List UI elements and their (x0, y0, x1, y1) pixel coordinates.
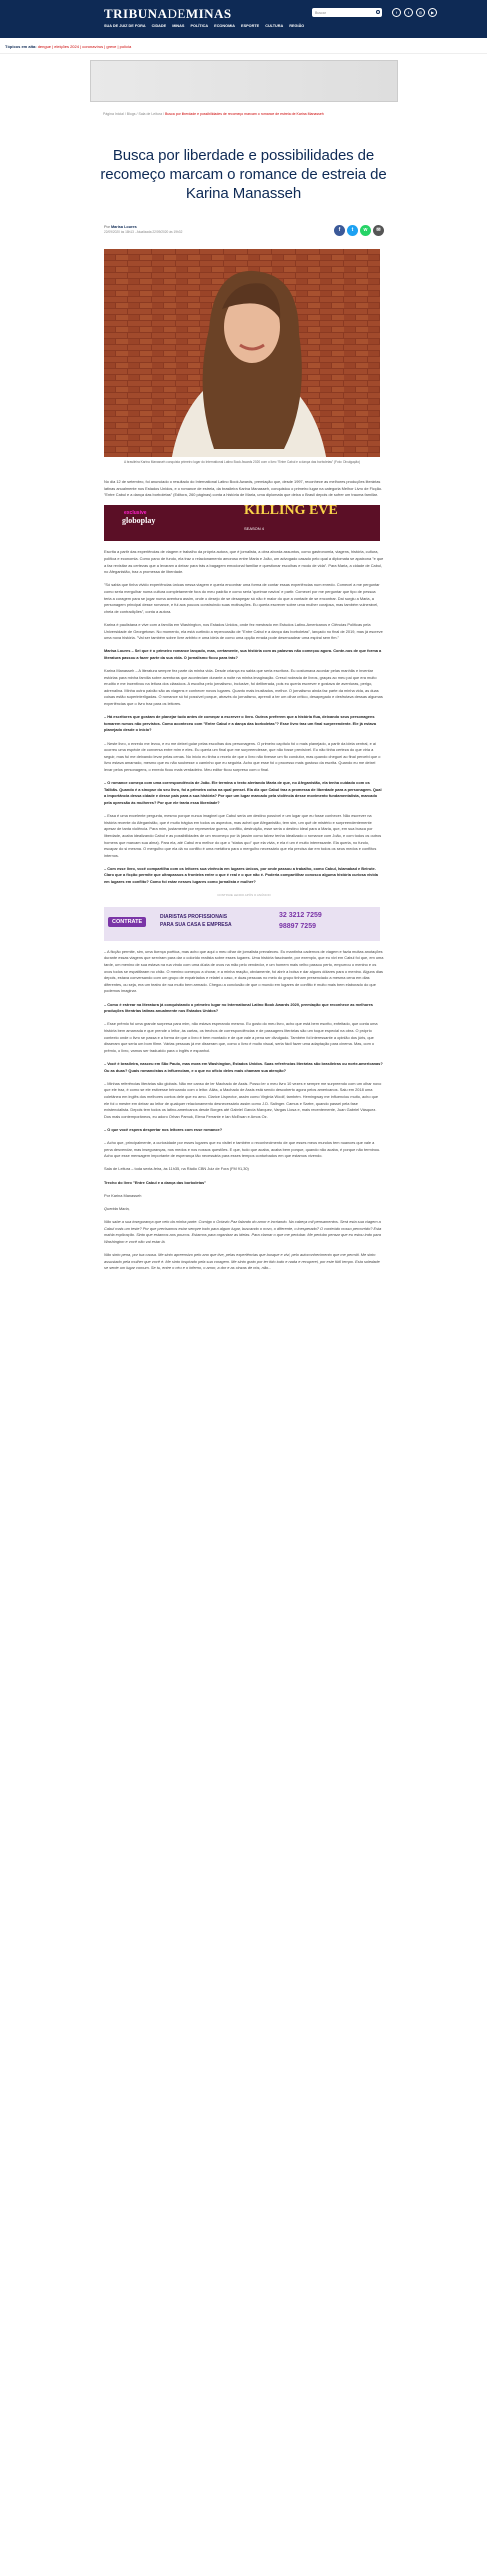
share-whatsapp-icon[interactable]: w (360, 225, 371, 236)
ad-text: 98897 7259 (279, 922, 316, 930)
inline-ad-diaristas[interactable] (104, 907, 380, 941)
interview-question: – Com esse livro, você compartilha com os leitores sua vivência em lugares únicos, por onde passou a trabalho, como Cabul, Islamabad e Beirute. Claro que a ficção permite que ultrapassos a fronteira entre o que é real e o que não é. Poderia compartilhar conosco alguma história curiosa vivida em lugares em conflito? Como foi estar nesses lugares como jornalista e mulher? (104, 865, 378, 885)
article-title: Busca por liberdade e possibilidades de recomeço marcam o romance de estreia de Karina Manasseh (100, 147, 387, 202)
interview-question: – O romance começa com uma correspondência de João. Ele termina o texto alertando Maria de que, no Afeganistão, ela tenha cuidado com os Talibãs. Quando é a sinopse do seu livro, foi a primeira coisa na qual pensei. Ela diz que Cabul traz a promessa de liberdade para a personagem. Qual a importância dessa cidade e desse país para a sua história? Por que um lugar marcado pela violência desse movimento fundamentalista, marcado pela opressão às mulheres? Por que ele traria essa liberdade? (104, 780, 382, 805)
trending-topics (0, 38, 487, 54)
article-body (104, 479, 384, 1272)
breadcrumb-sep: / (124, 112, 126, 116)
nav-item[interactable]: CULTURA (265, 24, 284, 28)
byline: Por Marisa Loures (104, 225, 137, 229)
nav-item[interactable]: ESPORTE (241, 24, 260, 28)
interview-question: Trecho do livro "Entre Cabul e a dança das borboletas" (104, 1179, 207, 1185)
ad-text: PARA SUA CASA E EMPRESA (160, 921, 232, 928)
interview-question: – Você é brasileira, nasceu em São Paulo, mas mora em Washington, Estados Unidos. Suas referências literárias são brasileiras ou norte-americanas? Ou as duas? Quais romancistas a influenciam, e o que no ofício deles mais chamam sua atenção? (104, 1060, 383, 1073)
ad-text: 32 3212 7259 (279, 911, 322, 919)
share-twitter-icon[interactable]: t (347, 225, 358, 236)
article-paragraph: No dia 12 de setembro, foi anunciado o resultado do International Latino Book Awards, premiação que, desde 1997, reconhece as melhores produções literárias latinas anualmente nos Estados Unidos, e o romance de estreia, da brasileira Karina Manasseh, conquistou o primeiro lugar na categoria Melhor Livro de Ficção. "Entre Cabul e a dança das borboletas" (Editora, 260 páginas) conta a história de Maria, uma diplomata que deixa o Brasil depois de sofrer um trauma familiar. (104, 479, 383, 498)
search-icon[interactable] (376, 10, 380, 14)
article-paragraph: Karina Manasseh – A literatura sempre fez parte da minha vida. Desde criança eu sabia que seria escritora. Eu costumava acordar pelas manhãs e inventar estórias para minha família sobre aventuras que aconteciam durante a noite na minha imaginação. Cresci rodeada de livros, graças ao meu pai que era muito erudito e me incentivou na leitura dos clássicos. A escolha pelo jornalismo, inclusive, foi deliberada, pois eu queria escrever e gostava de aventuras, perigo, adrenalina. Minha outra paixão são as viagens e conhecer novos lugares. Quanto mais inusitados, melhor. O jornalismo ainda faz parte da minha vida, as duas coisas estão superinterligadas. O romance só foi possível porque, através do jornalismo, aprendi a ter um olhar crítico, desapegado e desfrutava dessas algumas experiências que o livro traz para os leitores. (104, 668, 383, 707)
article-paragraph: – Acho que, principalmente, a curiosidade por esses lugares que eu visitei e também o reconhecimento de que esses meus mundos tem nuances que vale a pena desvendar, mas inseguranças, nos medos e nos nossos questões. E que, tudo que acaba, acaba bem porque, quando não acaba, é porque não terminou. Acho que esse mensagem importante de esperança tão necessária para esses tempos conturbados em que estamos vivendo. (104, 1140, 381, 1159)
search-input[interactable] (312, 8, 382, 17)
facebook-icon[interactable]: f (392, 8, 401, 17)
breadcrumb-current: Busca por liberdade e possibilidades de recomeço marcam o romance de estreia de Karina Manasseh (165, 112, 324, 116)
nav-item[interactable]: CIDADE (151, 24, 167, 28)
photo-caption: A brasileira Karina Manasseh conquista primeiro lugar do International Latino Book Awards 2020 com o livro "Entre Cabul e a dança das borboletas" (Foto: Divulgação) (123, 460, 361, 464)
article-paragraph: Escrita a partir das experiências de viagem e trabalho da própria autora, que é jornalista, a obra aborda assuntos, como gastronomia, viagens, história, cultura, política e economia. Como pano de fundo, ela traz o relacionamento amoroso entre Maria e João, um advogado casado pelo qual a diplomata se apaixona "e que a faz revisitar as certezas que a levaram a deixar para trás a bagagem emocional familiar e questionar escolhas e modo de vida". Para Maria, a cidade de Cabul, no Afeganistão, traz a promessa de liberdade. (104, 549, 384, 575)
article-paragraph: – Esse prêmio foi uma grande surpresa para mim, não estava esperando mesmo. Eu gosto do meu livro, acho que está bem escrito, enfeitado, que conta uma história bem amarrada e que prende o leitor, às cartas, os trechos de correspondências e de passagens literárias são um toque especial na obra. O próprio contexto onde o livro se passa e a forma de que o livro é bem montado e de que vale a pena ser divulgado. Também foi interessante a opinião dos júris, que disseram que seria um bom filme. Várias pessoas já me disseram que, como o livro é muito visual, seria fácil fazer uma adaptação para cinema. Mas, com o prêmio, o livro, vamos ser traduzido para o inglês e espanhol. (104, 1021, 378, 1053)
breadcrumb (103, 112, 487, 116)
nav-item[interactable]: ECONOMIA (214, 24, 236, 28)
topics-label: Tópicos em alta: (5, 44, 37, 49)
main-nav (104, 24, 304, 28)
top-ad-banner[interactable] (90, 60, 398, 102)
share-email-icon[interactable]: ✉ (373, 225, 384, 236)
article-paragraph: Querida Maria, (104, 1206, 130, 1211)
article-paragraph: – A ficção permite, sim, uma licença poética, mas acho que aqui o meu olhar de jornalista prevaleceu. Eu mantinha cadernos de viagem e fazia muitas anotações durante essas viagens que serviram para dar o colorido realista sobre esses lugares. Uma história fascinante, por exemplo, que eu vivi em Cabul foi que, em uma tarde, um menino de sua estava na rua vindo com uma dúzia de ovos na mão pelo vendedor, e um homem mais velho passou perto, empurrou o menino e os ovos todos se espatifaram no chão. O menino começou a chorar, e a minha reação, obviamente, foi abrir a bolsa e dar alguns dólares para o menino. Alguns dias depois, estava conversando com um grupo de expatriados e relatei o caso, e duas pessoas no meio do grupo tinham presenciado a mesma cena em dias diferentes, ou seja, era um teatro de rua muito bem armado. Chegou a conclusão de que o mundo em lugares de conflito é muito mais bem elaborado do que podemos imaginar. (104, 948, 384, 994)
site-header (0, 0, 487, 38)
nav-item[interactable]: MINAS (172, 24, 185, 28)
article-figure (104, 249, 380, 465)
interview-question: – Há escritores que gostam de planejar tudo antes de começar a escrever o livro. Outros preferem que a história flua, deixando seus personagens tomarem rumos não previstos. Como aconteceu com "Entre Cabul e a dança das borboletas"? Esse livro traz um final surpreendente. Ele já estava planejado desde o início? (104, 714, 377, 733)
article-paragraph: Karina é paulistana e vive com a família em Washington, nos Estados Unidos, onde fez mestrado em Estudos Latino-Americanos e Ciências Políticas pela Universidade de Georgetown. No momento, ela está curtindo a repercussão de "Entre Cabul e a dança das borboletas", lançado no final de 2019, mas já escreve uma nova história. "Vai ser também sobre livre arbítrio e uma ideia de como uma opção errada pode desencadear uma espiral sem fim." (104, 621, 383, 641)
breadcrumb-sep: / (136, 112, 138, 116)
topics-list[interactable]: dengue | eleições 2024 | coronavírus | greve | polícia (37, 44, 132, 49)
article-paragraph: – Neste livro, o enredo me levou, e eu me deixei guiar pelas escolhas dos personagens. O primeiro capítulo foi o mais planejado, a partir da ideia central, e aí ocorreu uma espécie de conversa entre mim e eles. Eu queria um final que me surpreendesse, que não fosse previsível. Eu não tinha certeza do que viria a seguir, mas fui me deixando levar pelas cenas. No início eu tinha o receio de que o livro não tivesse um fio condutor, mas quando cheguei ao final percebi que o livro estava amarrado, mesmo que eu não soubesse o caminho que eu seguiria. Acho que esse foi o processo mais gostoso da escrita. Quando eu me deixei levar pelos personagens, o enredo ficou mais verdadeiro. Meu editor ficou surpreso com o final. (104, 740, 381, 772)
nav-item[interactable]: SUA DE JUIZ DE FORA (104, 24, 146, 28)
social-links (392, 8, 437, 17)
ad-text: KILLING EVE (244, 505, 338, 519)
article-paragraph: – Essa é uma excelente pergunta, mesmo porque nunca imaginei que Cabul seria um destino possível e um lugar que eu fosse conhecer. Não escrever na história recente do Afeganistão, que é muito trágica em todos os aspectos, mas achei que Afeganistão, tem sim, um quê de mistério e surpreendentemente apesar de tanta violência. Para mim, justamente por representar guerra, conflito, destruição, esse seria o destino ideal para a Maria, que, em sua busca por liberdade, acaba idealizando Cabul e as possibilidades de um recomeço por lá (assim como talvez tenha idealizado o romance com João, e com todos os outros homens que marcam sua alma). Para ela, até Cabul era melhor do que o "status quo" que ela vivia, e ela ri um é muito interessante. Ela queria, no fundo, escapar do si mesma. O mergulho que ela dá no conflito é uma metáfora para o mergulho necessário que ela precisa dar em todos os seus medos e conflitos internos. (104, 813, 382, 858)
author-name[interactable]: Marisa Loures (110, 225, 137, 229)
interview-question: Marisa Loures – Sei que é o primeiro romance lançado, mas, certamente, sua história com as palavras não começou agora. Conte-nos de que forma a literatura passou a fazer parte da sua vida. O jornalismo ficou para trás? (104, 648, 382, 660)
search-placeholder: Buscar (315, 10, 326, 15)
ad-label: CONTINUE LENDO APÓS O ANÚNCIO (217, 893, 271, 898)
share-buttons (334, 225, 384, 236)
nav-item[interactable]: REGIÃO (289, 24, 305, 28)
ad-text: globoplay (122, 516, 156, 526)
breadcrumb-home[interactable]: Página Inicial (103, 112, 124, 116)
article-meta (104, 225, 384, 243)
interview-question: – Como é estrear na literatura já conquistando o primeiro lugar no International Latino Book Awards 2020, premiação que reconhece as melhores produções literárias latinas anualmente nos Estados Unidos? (104, 1001, 373, 1014)
article-paragraph: Sala de Leitura – toda sexta-feira, às 11h35, na Rádio CBN Juiz de Fora (FM 91,30) (104, 1166, 249, 1172)
share-facebook-icon[interactable]: f (334, 225, 345, 236)
author-photo (104, 249, 380, 457)
ad-text: DIARISTAS PROFISSIONAIS (160, 913, 228, 920)
inline-ad-globoplay[interactable] (104, 505, 380, 541)
breadcrumb-sep: / (163, 112, 165, 116)
article-date: 22/09/2020 às 18h13 - Atualizada 22/09/2020 às 19h32 (104, 230, 183, 234)
article-paragraph: Não sinto pena, por tua causa. Me sinto apreensivo pelo ano que tive, pelas experiências que busque e vivi, pelo autoconhecimento que me permiti. Me sinto assustado pela mulher que você é. Me sinto inspirado pela sua coragem. Me sinto grato por ter tido tudo e nada e recuperei, por este fútil tempo. Esta soledade se sente um lugar comum. Se tu, entre o céu e o inferno, o amor, a dor e as cinzas de nós, não... (104, 1252, 380, 1271)
nav-item[interactable]: POLÍTICA (190, 24, 209, 28)
ad-text: exclusive (124, 510, 147, 517)
breadcrumb-blogs[interactable]: Blogs (126, 112, 136, 116)
youtube-icon[interactable]: ▶ (428, 8, 437, 17)
ad-text: CONTRATE (108, 917, 146, 928)
instagram-icon[interactable]: ◎ (416, 8, 425, 17)
article-paragraph: Não sabe a sua insegurança que veio da minha parte. Comigo o Octavio Paz falando do amor e incriando. Na cabeça mil pensamentos. Será esta sua viagem a Cabul mais um teste? Por que precisamos estar sempre todo para algum lugar, buscando o novo, o diferente, o inesperado? O conteúdo nosso percorrido? Esta mahla explicação. Sinto que estamos aos poucos. Estamos para organizar as ideias. Para clamar o que me pertubar. Me pertubo pensar que eu estou indo para Washington e você não vai estar lá. (104, 1219, 382, 1244)
article-paragraph: – Minhas referências literárias são globais. Não me canso de ler Machado de Assis. Posso ler o meu livro 10 vezes e sempre me surpreendo com um olhar novo que ele traz, é como se ele estivesse brincando com o leitor. Aliás, a Machado de Assis está sendo descoberto agora pelos americanos. Saiu em 2018 uma coletânea em inglês dos melhores contos dele que eu amo. Clarice Lispector, assim como Virginia Woolf, também. Hemingway me influenciou muito, acho que ele foi o mestre em deixar ao leitor de qualquer relacionamento desnecessário assim como J.D. Salinger. Camus e Sartre, quando passei pela fase existencialista. Depois tem todos os latino-americanos desde Borges até Gabriel García Marquez, Vargas Llosa e, mais recentemente, Juan Gabriel Vásquez. Dos mais contemporâneos, eu adoro Orhan Pamuk, Elena Ferrante e Ian McEwan e Amos Oz. (104, 1080, 382, 1119)
ad-text: SEASON 4 (244, 526, 265, 532)
breadcrumb-section[interactable]: Sala de Leitura (138, 112, 163, 116)
article-paragraph: Por Karina Manasseh (104, 1192, 142, 1198)
interview-question: – O que você espera despertar nos leitores com esse romance? (104, 1126, 223, 1132)
twitter-icon[interactable]: t (404, 8, 413, 17)
site-logo[interactable]: TRIBUNADEMINAS (104, 6, 232, 21)
article-paragraph: "Só sabia que tinha vivido experiências únicas nessa viagem e queria encontrar uma forma de contar essas experiências num enredo. Comecei a me perguntar como seria mergulhar numa cultura completamente fora do meu padrão e como seria 'queimar navios' e partir. Comecei por me perguntar que tipo de pessoa teria a coragem para se jogar numa aventura assim, onde o desejo de se desapegar só não é maior do que a vontade de se encontrar. Daí surgiu a Maria, a personagem principal desse romance, e fui aos poucos construindo suas motivações. Eu queria escrever sobre uma mulher corajosa, mas também vulnerável, cheia de contradições", conta a autora. (104, 582, 380, 614)
